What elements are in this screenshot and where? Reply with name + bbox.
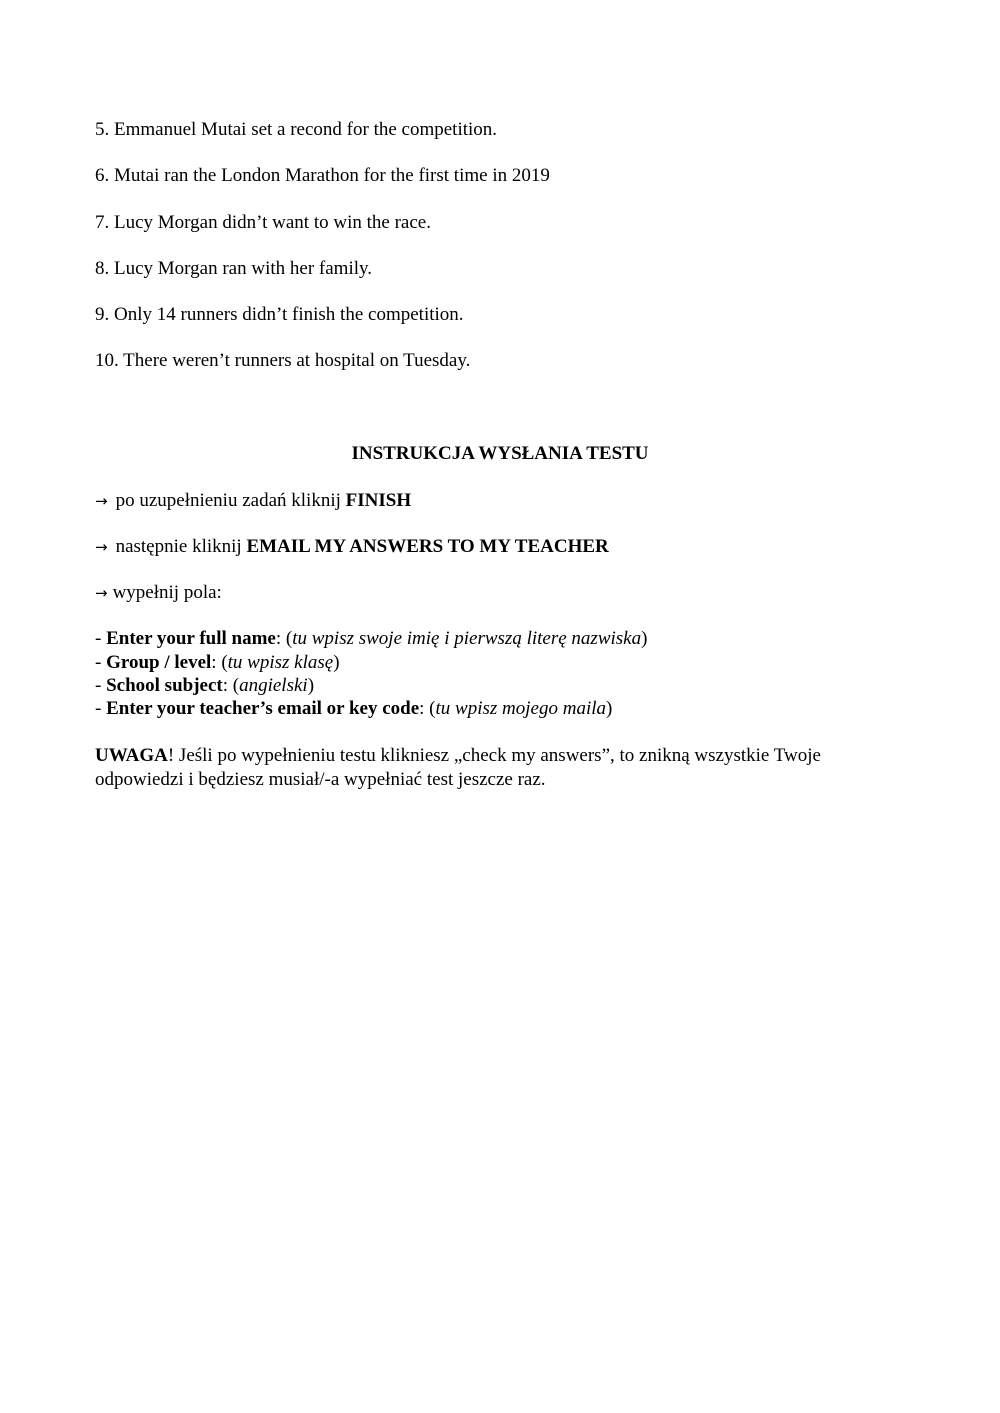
field-label: Enter your full name: [106, 628, 276, 649]
field-label: School subject: [106, 675, 223, 696]
statement-5: 5. Emmanuel Mutai set a recond for the competition.: [95, 119, 498, 140]
field-end: ): [333, 652, 340, 673]
field-sep: : (: [275, 628, 293, 649]
step-text: wypełnij pola:: [112, 582, 222, 603]
field-sep: : (: [222, 675, 240, 696]
field-hint: tu wpisz klasę: [227, 652, 334, 673]
field-hint: tu wpisz swoje imię i pierwszą literę nazwiska: [292, 628, 642, 649]
instruction-step-email: [95, 535, 609, 559]
field-full-name: [95, 627, 647, 650]
field-group-level: [95, 651, 340, 674]
field-dash: -: [95, 628, 107, 649]
instruction-step-fill: [95, 581, 222, 605]
field-sep: : (: [419, 698, 436, 719]
arrow-right-icon: →: [95, 538, 108, 556]
field-end: ): [606, 698, 613, 719]
field-end: ): [307, 675, 315, 696]
field-dash: -: [95, 652, 107, 673]
warning-label: UWAGA: [95, 745, 168, 766]
instruction-step-finish: [95, 489, 411, 513]
field-dash: -: [95, 675, 107, 696]
warning-note: [95, 744, 885, 792]
arrow-right-icon: →: [95, 492, 108, 510]
step-text: następnie kliknij: [115, 536, 247, 557]
statement-9: 9. Only 14 runners didn’t finish the competition.: [95, 304, 464, 325]
field-sep: : (: [211, 652, 228, 673]
field-hint: angielski: [239, 675, 308, 696]
statement-10: 10. There weren’t runners at hospital on Tuesday.: [95, 350, 471, 371]
field-dash: -: [95, 698, 107, 719]
statement-8: 8. Lucy Morgan ran with her family.: [95, 258, 373, 279]
step-text: po uzupełnieniu zadań kliknij: [115, 490, 346, 511]
field-hint: tu wpisz mojego maila: [435, 698, 606, 719]
field-end: ): [641, 628, 648, 649]
field-teacher-email: [95, 697, 612, 720]
statement-6: 6. Mutai ran the London Marathon for the first time in 2019: [95, 165, 550, 186]
field-label: Enter your teacher’s email or key code: [106, 698, 420, 719]
finish-label: FINISH: [345, 490, 412, 511]
email-answers-label: EMAIL MY ANSWERS TO MY TEACHER: [246, 536, 609, 557]
field-label: Group / level: [106, 652, 212, 673]
arrow-right-icon: →: [95, 584, 108, 602]
field-school-subject: [95, 674, 314, 697]
instructions-heading: INSTRUKCJA WYSŁANIA TESTU: [351, 443, 649, 464]
statement-7: 7. Lucy Morgan didn’t want to win the race.: [95, 212, 431, 233]
warning-text: ! Jeśli po wypełnieniu testu klikniesz „check my answers”, to znikną wszystkie Twoje odpowiedzi i będziesz musiał/-a wypełniać test jeszcze raz.: [95, 745, 821, 790]
